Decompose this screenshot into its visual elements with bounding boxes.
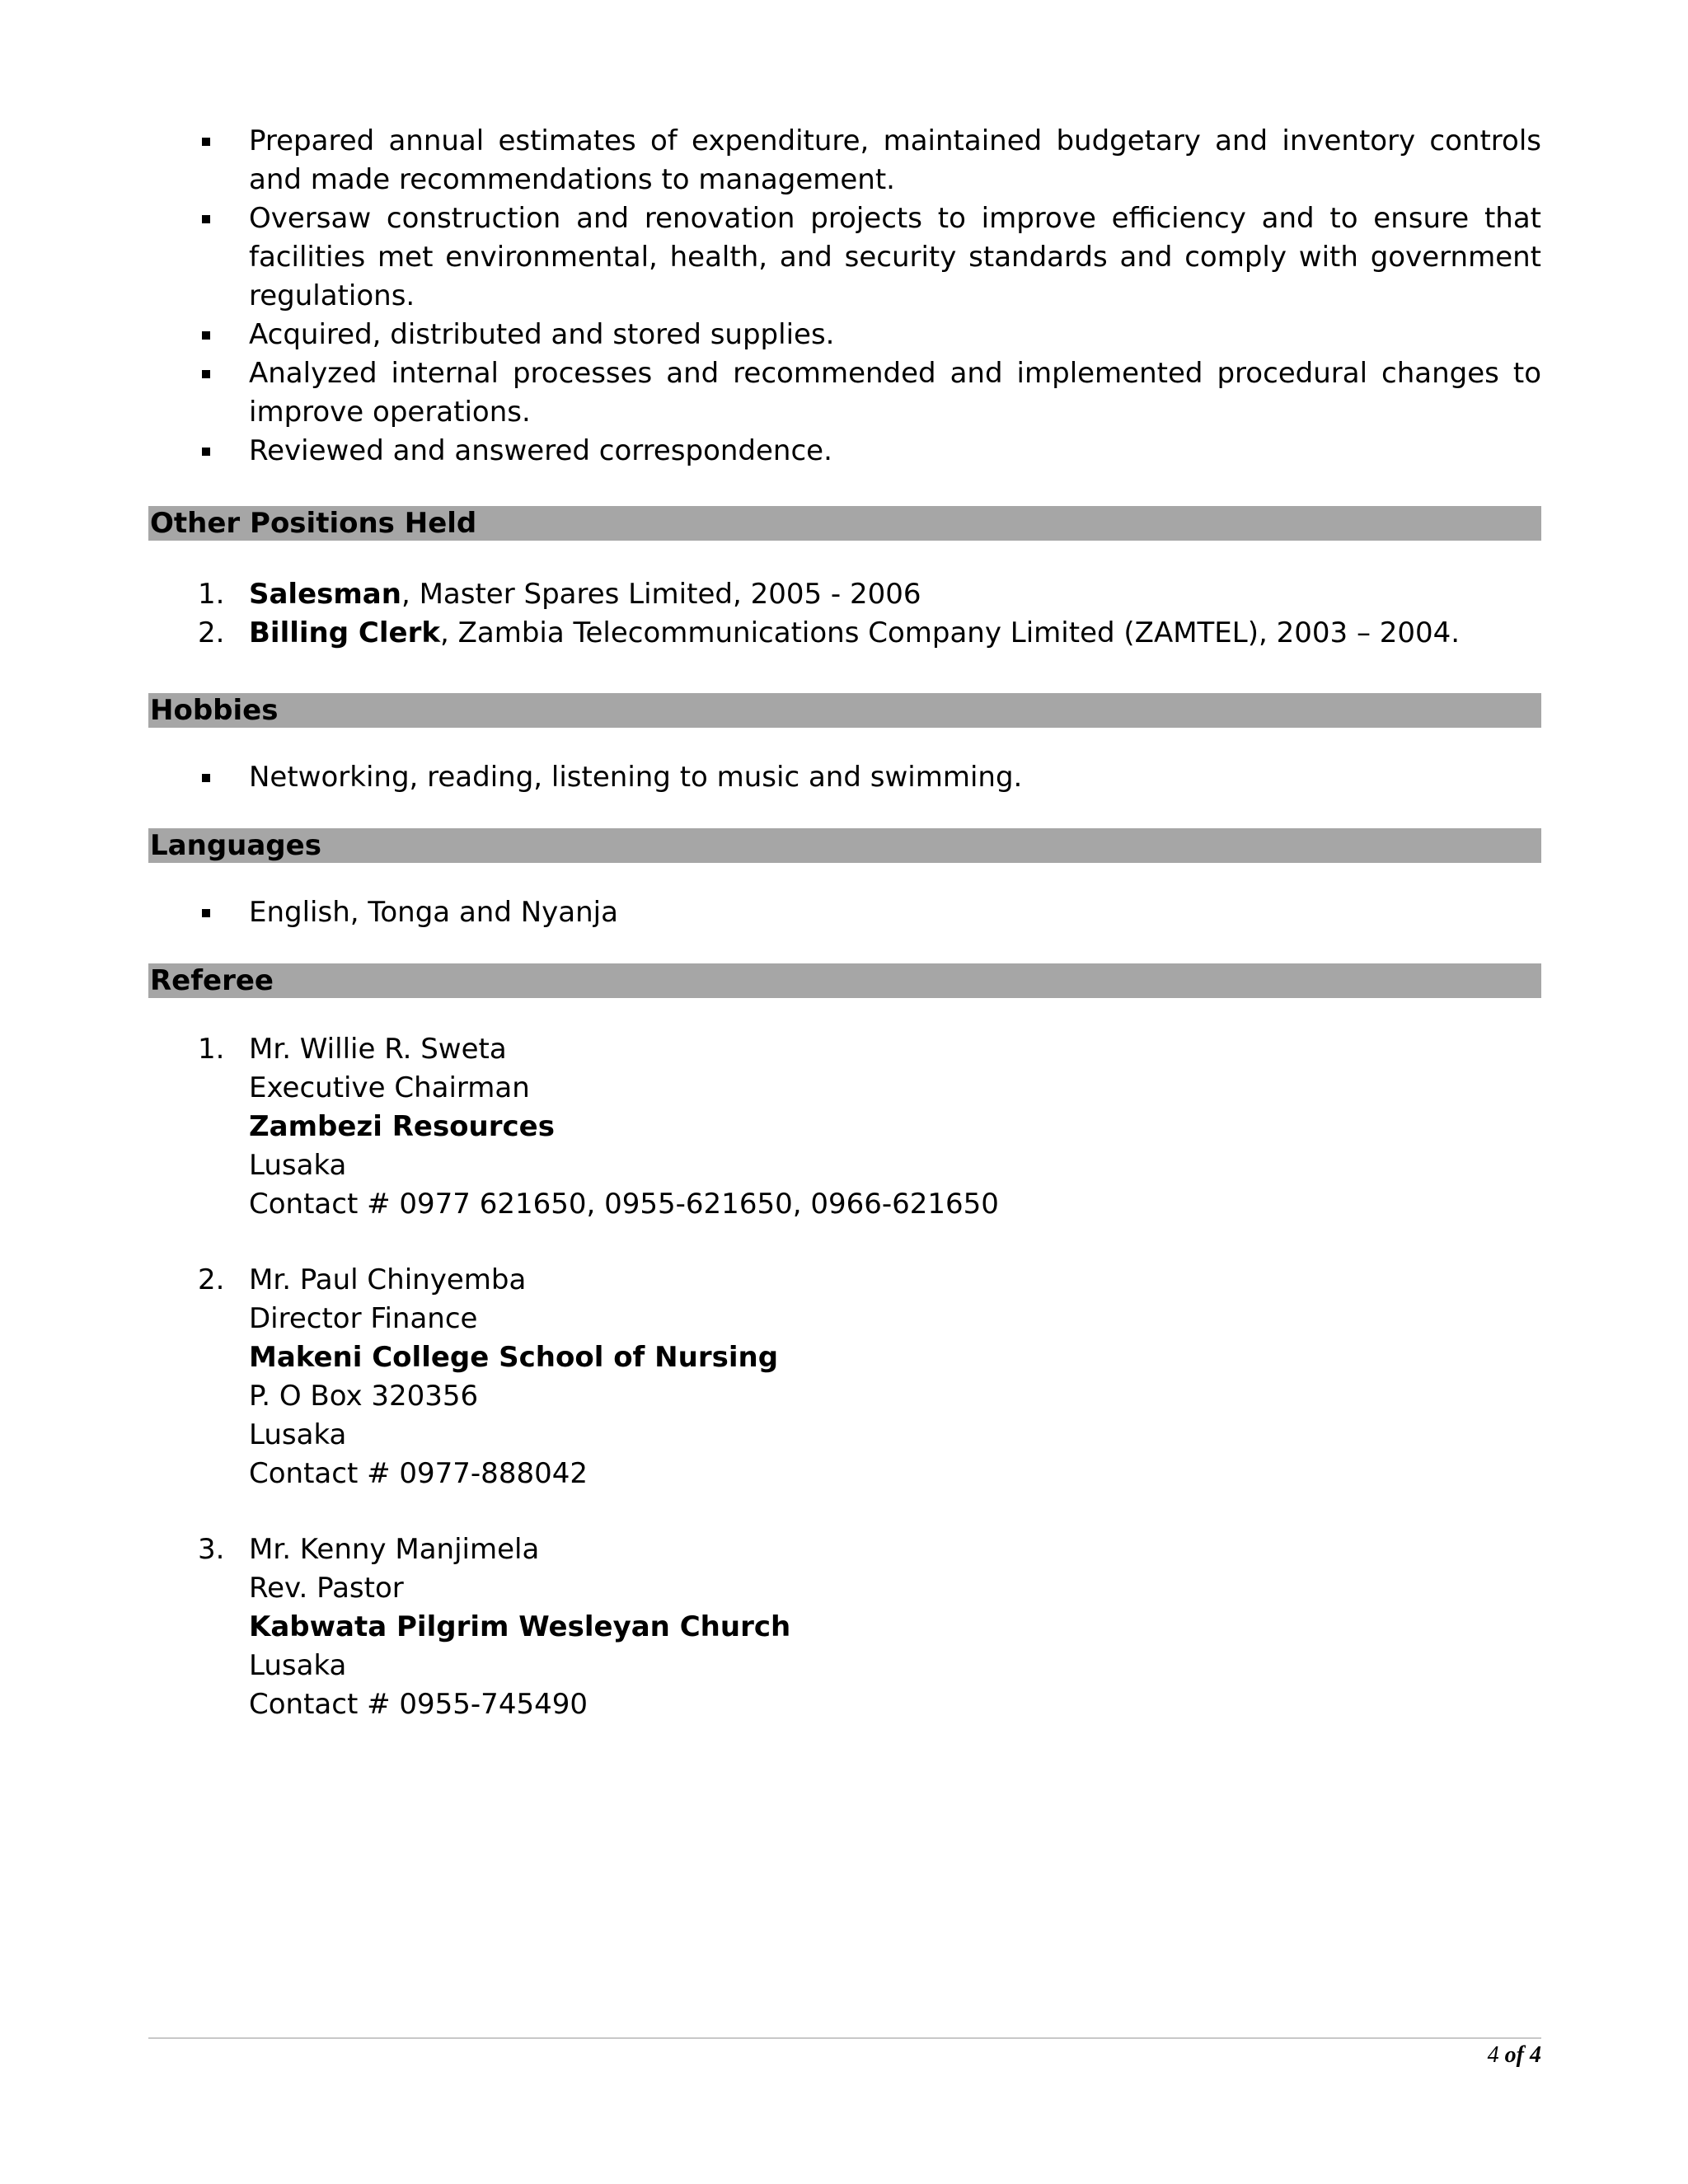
square-bullet-icon <box>202 215 210 223</box>
referee-city: Lusaka <box>249 1149 347 1182</box>
bullet-text: Prepared annual estimates of expenditure, maintained budgetary and inventory controls and made recommendations to management. <box>249 124 1541 196</box>
list-item <box>148 758 1541 797</box>
position-details: , Zambia Telecommunications Company Limited (ZAMTEL), 2003 – 2004. <box>439 616 1461 649</box>
square-bullet-icon <box>202 448 210 456</box>
position-title: Billing Clerk <box>249 616 440 649</box>
page-total: 4 <box>1530 2042 1541 2068</box>
list-item <box>148 122 1541 199</box>
referee-contact: Contact # 0977-888042 <box>249 1457 588 1490</box>
referee-city: Lusaka <box>249 1418 347 1451</box>
referee-role: Executive Chairman <box>249 1071 530 1104</box>
hobbies-list <box>148 758 1541 797</box>
bullet-text: Networking, reading, listening to music and swimming. <box>249 761 1023 794</box>
square-bullet-icon <box>202 909 210 917</box>
page-number <box>1360 2042 1541 2069</box>
page-current: 4 <box>1487 2042 1499 2068</box>
section-heading-referee: Referee <box>148 963 1541 998</box>
list-number: 1. <box>198 1033 225 1066</box>
referee-entry <box>148 1530 1541 1724</box>
experience-bullet-list <box>148 122 1541 471</box>
list-item <box>148 199 1541 316</box>
referee-organization: Zambezi Resources <box>249 1110 555 1143</box>
referee-role: Director Finance <box>249 1302 478 1335</box>
bullet-text: Acquired, distributed and stored supplies. <box>249 318 835 351</box>
list-item <box>148 614 1541 653</box>
footer-divider <box>148 2037 1541 2039</box>
square-bullet-icon <box>202 138 210 146</box>
position-details: , Master Spares Limited, 2005 - 2006 <box>401 578 921 611</box>
list-item <box>148 575 1541 614</box>
referee-entry <box>148 1261 1541 1493</box>
position-title: Salesman <box>249 578 401 611</box>
referee-name: Mr. Paul Chinyemba <box>249 1263 527 1296</box>
list-item <box>148 893 1541 932</box>
section-heading-other-positions: Other Positions Held <box>148 506 1541 541</box>
referee-contact: Contact # 0977 621650, 0955-621650, 0966-621650 <box>249 1188 999 1221</box>
referee-organization: Makeni College School of Nursing <box>249 1341 779 1374</box>
bullet-text: English, Tonga and Nyanja <box>249 896 618 929</box>
languages-list <box>148 893 1541 932</box>
referee-contact: Contact # 0955-745490 <box>249 1688 588 1721</box>
referee-name: Mr. Willie R. Sweta <box>249 1033 507 1066</box>
list-number: 2. <box>198 1263 225 1296</box>
referee-organization: Kabwata Pilgrim Wesleyan Church <box>249 1610 791 1643</box>
page-separator: of <box>1504 2042 1524 2068</box>
referee-entry <box>148 1030 1541 1224</box>
referee-address: P. O Box 320356 <box>249 1380 479 1413</box>
list-item <box>148 316 1541 354</box>
list-number: 2. <box>198 616 225 649</box>
bullet-text: Analyzed internal processes and recommended and implemented procedural changes to improve operations. <box>249 357 1541 429</box>
bullet-text: Oversaw construction and renovation projects to improve efficiency and to ensure that facilities met environmental, health, and security standards and comply with government regulations. <box>249 202 1541 312</box>
square-bullet-icon <box>202 774 210 782</box>
list-number: 3. <box>198 1533 225 1566</box>
section-heading-hobbies: Hobbies <box>148 693 1541 728</box>
bullet-text: Reviewed and answered correspondence. <box>249 434 832 467</box>
referee-city: Lusaka <box>249 1649 347 1682</box>
referee-role: Rev. Pastor <box>249 1572 404 1605</box>
list-item <box>148 432 1541 471</box>
referee-name: Mr. Kenny Manjimela <box>249 1533 540 1566</box>
square-bullet-icon <box>202 331 210 340</box>
other-positions-list <box>148 575 1541 653</box>
list-item <box>148 354 1541 432</box>
section-heading-languages: Languages <box>148 828 1541 863</box>
list-number: 1. <box>198 578 225 611</box>
square-bullet-icon <box>202 370 210 378</box>
